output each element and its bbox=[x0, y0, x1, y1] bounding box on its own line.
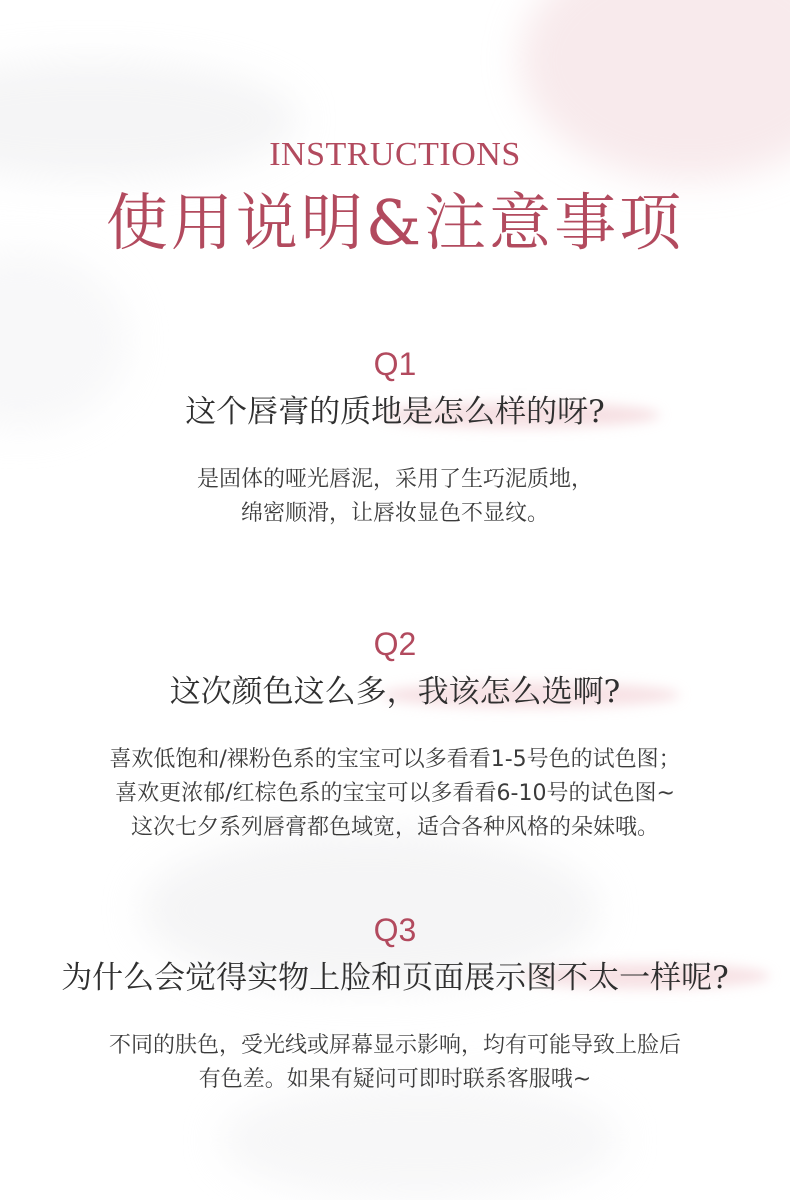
answer-text bbox=[0, 463, 790, 531]
answer-line: 绵密顺滑，让唇妆显色不显纹。 bbox=[240, 501, 549, 526]
background-gray-wash bbox=[220, 1080, 620, 1200]
question-number: Q1 bbox=[373, 346, 417, 382]
question-number: Q2 bbox=[373, 626, 417, 662]
header-eyebrow: INSTRUCTIONS bbox=[269, 136, 521, 173]
faq-item-q3 bbox=[0, 911, 790, 1097]
answer-text bbox=[0, 743, 790, 845]
question-number: Q3 bbox=[373, 912, 417, 948]
answer-line: 这次七夕系列唇膏都色域宽，适合各种风格的朵妹哦。 bbox=[130, 815, 659, 840]
answer-text bbox=[0, 1029, 790, 1097]
page-title: 使用说明&注意事项 bbox=[105, 186, 685, 259]
answer-line: 有色差。如果有疑问可即时联系客服哦~ bbox=[198, 1067, 592, 1092]
answer-line: 喜欢低饱和/裸粉色系的宝宝可以多看看1-5号色的试色图； bbox=[109, 747, 681, 772]
question-text: 这次颜色这么多，我该怎么选啊? bbox=[169, 674, 621, 710]
faq-item-q2 bbox=[0, 625, 790, 845]
answer-line: 喜欢更浓郁/红棕色系的宝宝可以多看看6-10号的试色图~ bbox=[115, 781, 675, 806]
question-text: 为什么会觉得实物上脸和页面展示图不太一样呢? bbox=[61, 960, 729, 996]
answer-line: 不同的肤色，受光线或屏幕显示影响，均有可能导致上脸后 bbox=[108, 1033, 681, 1058]
faq-item-q1 bbox=[0, 345, 790, 531]
answer-line: 是固体的哑光唇泥，采用了生巧泥质地， bbox=[196, 467, 593, 492]
page-header bbox=[0, 133, 790, 261]
question-text: 这个唇膏的质地是怎么样的呀? bbox=[185, 394, 605, 430]
